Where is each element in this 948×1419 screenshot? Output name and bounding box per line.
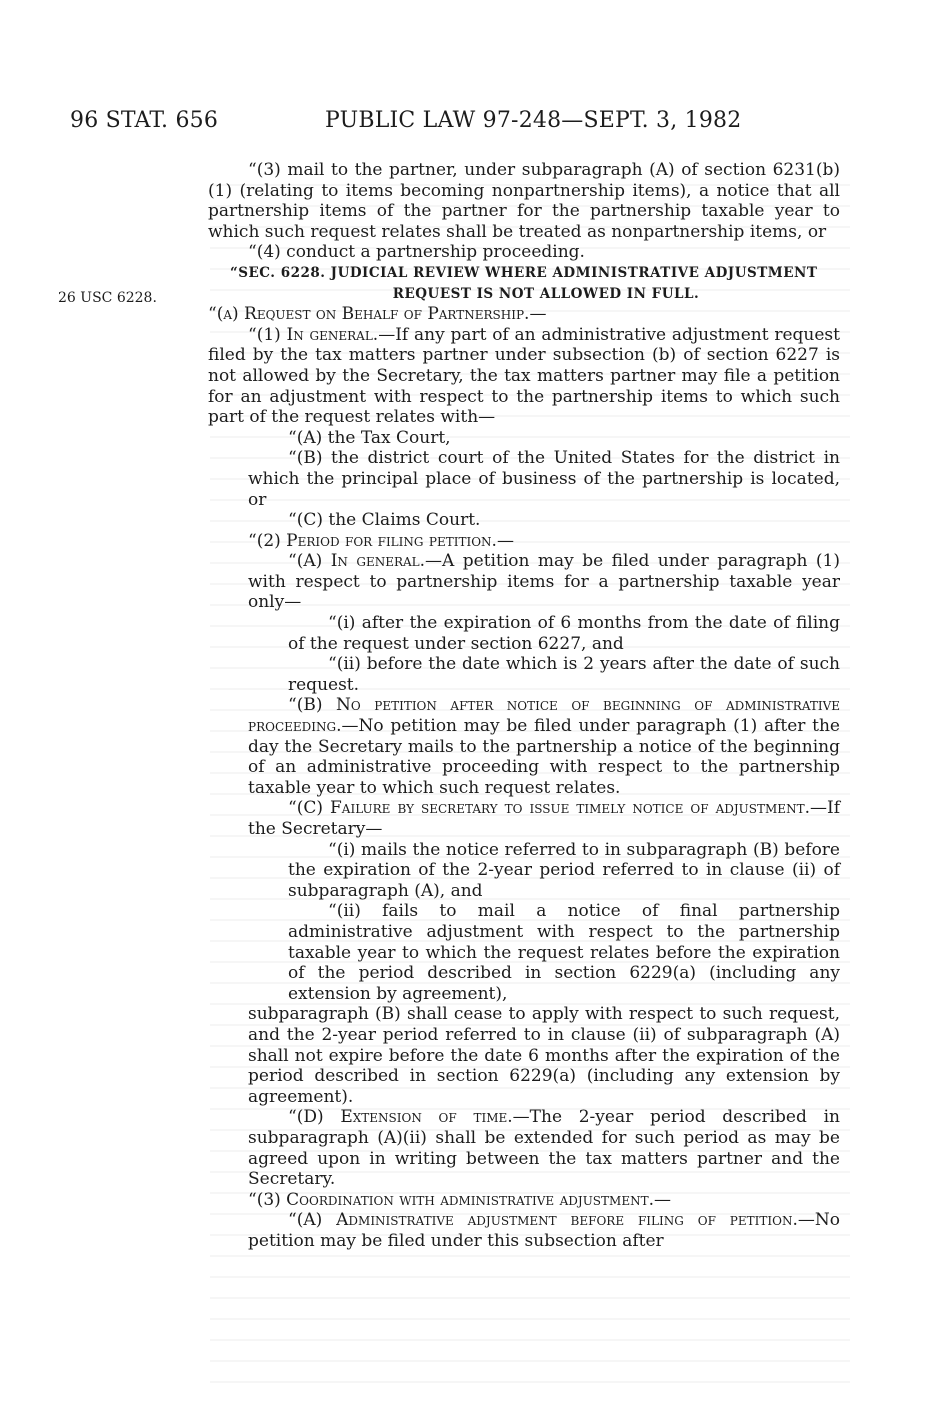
- subparagraph-a3A-text: —No petition may be filed under this subsection after: [248, 1210, 840, 1251]
- subparagraph-a1C: “(C) the Claims Court.: [288, 510, 481, 531]
- page-citation: 96 STAT. 656: [70, 108, 219, 133]
- clause-a2Aii: “(ii) before the date which is 2 years after the date of such request.: [288, 654, 840, 695]
- clause-a2Cii: “(ii) fails to mail a notice of final partnership administrative adjustment with respect to the partnership taxable year to which the request relates before the expiration of the period described in section 6229(a) (including any extension by agreement),: [288, 901, 840, 1004]
- subparagraph-a2A: [208, 551, 840, 613]
- subparagraph-a3A: [208, 1210, 840, 1251]
- subparagraph-a2A-text: —A petition may be filed under paragraph (1) with respect to partnership items for a partnership taxable year only—: [248, 551, 841, 613]
- paragraph-a1-heading: “(1) In general.: [248, 324, 379, 345]
- subparagraph-a2C: [208, 798, 840, 839]
- paragraph-a1-text: —If any part of an administrative adjustment request filed by the tax matters partner under subsection (b) of section 6227 is not allowed by the Secretary, the tax matters partner may file a petition for an adjustment with respect to the partnership items to which such part of the request relates with—: [208, 324, 840, 428]
- paragraph-a2-heading: “(2) Period for filing petition.—: [248, 530, 514, 551]
- subparagraph-a2C-text: —If the Secretary—: [248, 798, 840, 839]
- subparagraph-a3A-heading: “(A) Administrative adjustment before filing of petition.: [288, 1210, 798, 1231]
- section-heading: [208, 263, 840, 304]
- subparagraph-a1B: “(B) the district court of the United States for the district in which the principal place of business of the partnership is located, or: [248, 448, 840, 510]
- paragraph-3: “(3) mail to the partner, under subparagraph (A) of section 6231(b)(1) (relating to items becoming nonpartnership items), a notice that all partnership items of the partner for the partnership taxable year to which such request relates shall be treated as nonpartnership items, or: [208, 160, 840, 242]
- subsection-a-heading: “(a) Request on Behalf of Partnership.—: [208, 304, 547, 325]
- clause-a2Ci: “(i) mails the notice referred to in subparagraph (B) before the expiration of the 2-year period referred to in clause (ii) of subparagraph (A), and: [288, 839, 840, 901]
- subparagraph-a2D: [208, 1107, 840, 1189]
- section-heading-line1: “SEC. 6228. JUDICIAL REVIEW WHERE ADMINISTRATIVE ADJUSTMENT: [230, 264, 818, 281]
- paragraph-4: “(4) conduct a partnership proceeding.: [248, 242, 585, 263]
- subparagraph-a1A: “(A) the Tax Court,: [288, 427, 451, 448]
- subparagraph-a2A-heading: “(A) In general.: [288, 551, 426, 572]
- margin-note-section: 26 USC 6228.: [58, 290, 157, 306]
- subparagraph-a2D-heading: “(D) Extension of time.: [288, 1107, 513, 1128]
- subparagraph-a2B: [208, 695, 840, 798]
- section-heading-line2: REQUEST IS NOT ALLOWED IN FULL.: [392, 285, 700, 302]
- subparagraph-a2D-text: —The 2-year period described in subparagraph (A)(ii) shall be extended for such period as may be agreed upon in writing between the tax matters partner and the Secretary.: [248, 1107, 840, 1190]
- paragraph-a3-heading: “(3) Coordination with administrative adjustment.—: [248, 1189, 671, 1210]
- page-title: PUBLIC LAW 97-248—SEPT. 3, 1982: [325, 108, 742, 133]
- subparagraph-a2B-heading: “(B) No petition after notice of beginning of administrative proceeding.: [248, 695, 840, 737]
- statute-body: [208, 160, 840, 1251]
- paragraph-a1: [208, 325, 840, 428]
- subparagraph-a2C-heading: “(C) Failure by secretary to issue timely notice of adjustment.: [288, 798, 810, 819]
- subparagraph-a2C-tail: subparagraph (B) shall cease to apply with respect to such request, and the 2-year period referred to in clause (ii) of subparagraph (A) shall not expire before the date 6 months after the expiration of the period described in section 6229(a) (including any extension by agreement).: [248, 1004, 840, 1107]
- subparagraph-a2B-text: —No petition may be filed under paragraph (1) after the day the Secretary mails to the partnership a notice of the beginning of an administrative proceeding with respect to the partnership taxable year to which such request relates.: [248, 716, 840, 798]
- clause-a2Ai: “(i) after the expiration of 6 months from the date of filing of the request under section 6227, and: [288, 613, 840, 654]
